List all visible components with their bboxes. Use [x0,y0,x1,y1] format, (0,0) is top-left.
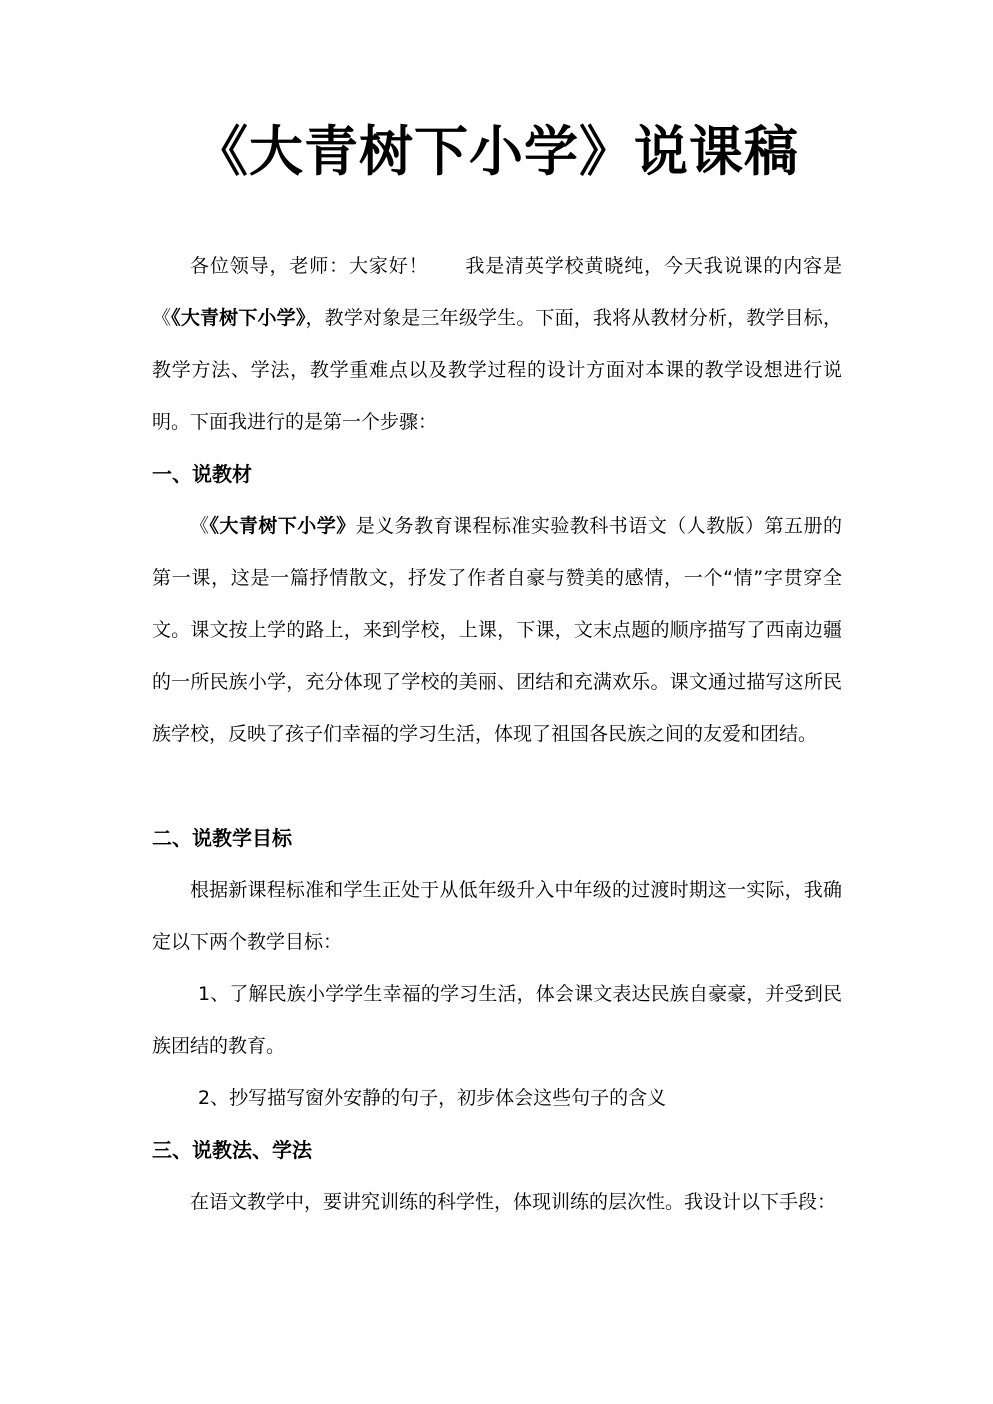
intro-greeting: 各位领导，老师：大家好！ [190,255,429,277]
section-methods-paragraph: 在语文教学中，要讲究训练的科学性，体现训练的层次性。我设计以下手段： [190,1191,837,1213]
intro-lesson-open: 《 [152,307,172,329]
goal-item-2: 2、抄写描写窗外安静的句子，初步体会这些句子的含义 [198,1087,667,1109]
section-heading-methods: 三、说教法、学法 [152,1138,312,1162]
document-title: 《大青树下小学》说课稿 [194,120,799,183]
textbook-rest: 是义务教育课程标准实验教科书语文（人教版）第五册的第一课，这是一篇抒情散文，抒发了作者自豪与赞美的感情，一个“情”字贯穿全文。课文按上学的路上，来到学校，上课，下课，文末点题的顺序描写了西南边疆的一所民族小学，充分体现了学校的美丽、团结和充满欢乐。课文通过描写这所民族学校，反映了孩子们幸福的学习生活，体现了祖国各民族之间的友爱和团结。 [152,515,842,745]
section-goals-paragraph: 根据新课程标准和学生正处于从低年级升入中年级的过渡时期这一实际，我确定以下两个教学目标： [152,879,842,953]
section-textbook-paragraph [152,500,842,760]
intro-self: 我是清英学校黄晓纯，今天我说课的内容是 [464,255,842,277]
intro-paragraph [152,240,842,448]
section-heading-goals: 二、说教学目标 [152,826,292,850]
section-heading-textbook: 一、说教材 [152,462,252,486]
textbook-open: 《 [190,515,210,537]
goal-item-1: 1、了解民族小学学生幸福的学习生活，体会课文表达民族自豪豪，并受到民族团结的教育。 [152,983,842,1057]
textbook-lesson-name: 《大青树下小学》 [209,515,356,537]
intro-lesson-rest: ，教学对象是三年级学生。下面，我将从教材分析，教学目标，教学方法、学法，教学重难点以及教学过程的设计方面对本课的教学设想进行说明。下面我进行的是第一个步骤： [152,307,842,433]
intro-lesson-name: 《大青树下小学》 [171,307,306,329]
